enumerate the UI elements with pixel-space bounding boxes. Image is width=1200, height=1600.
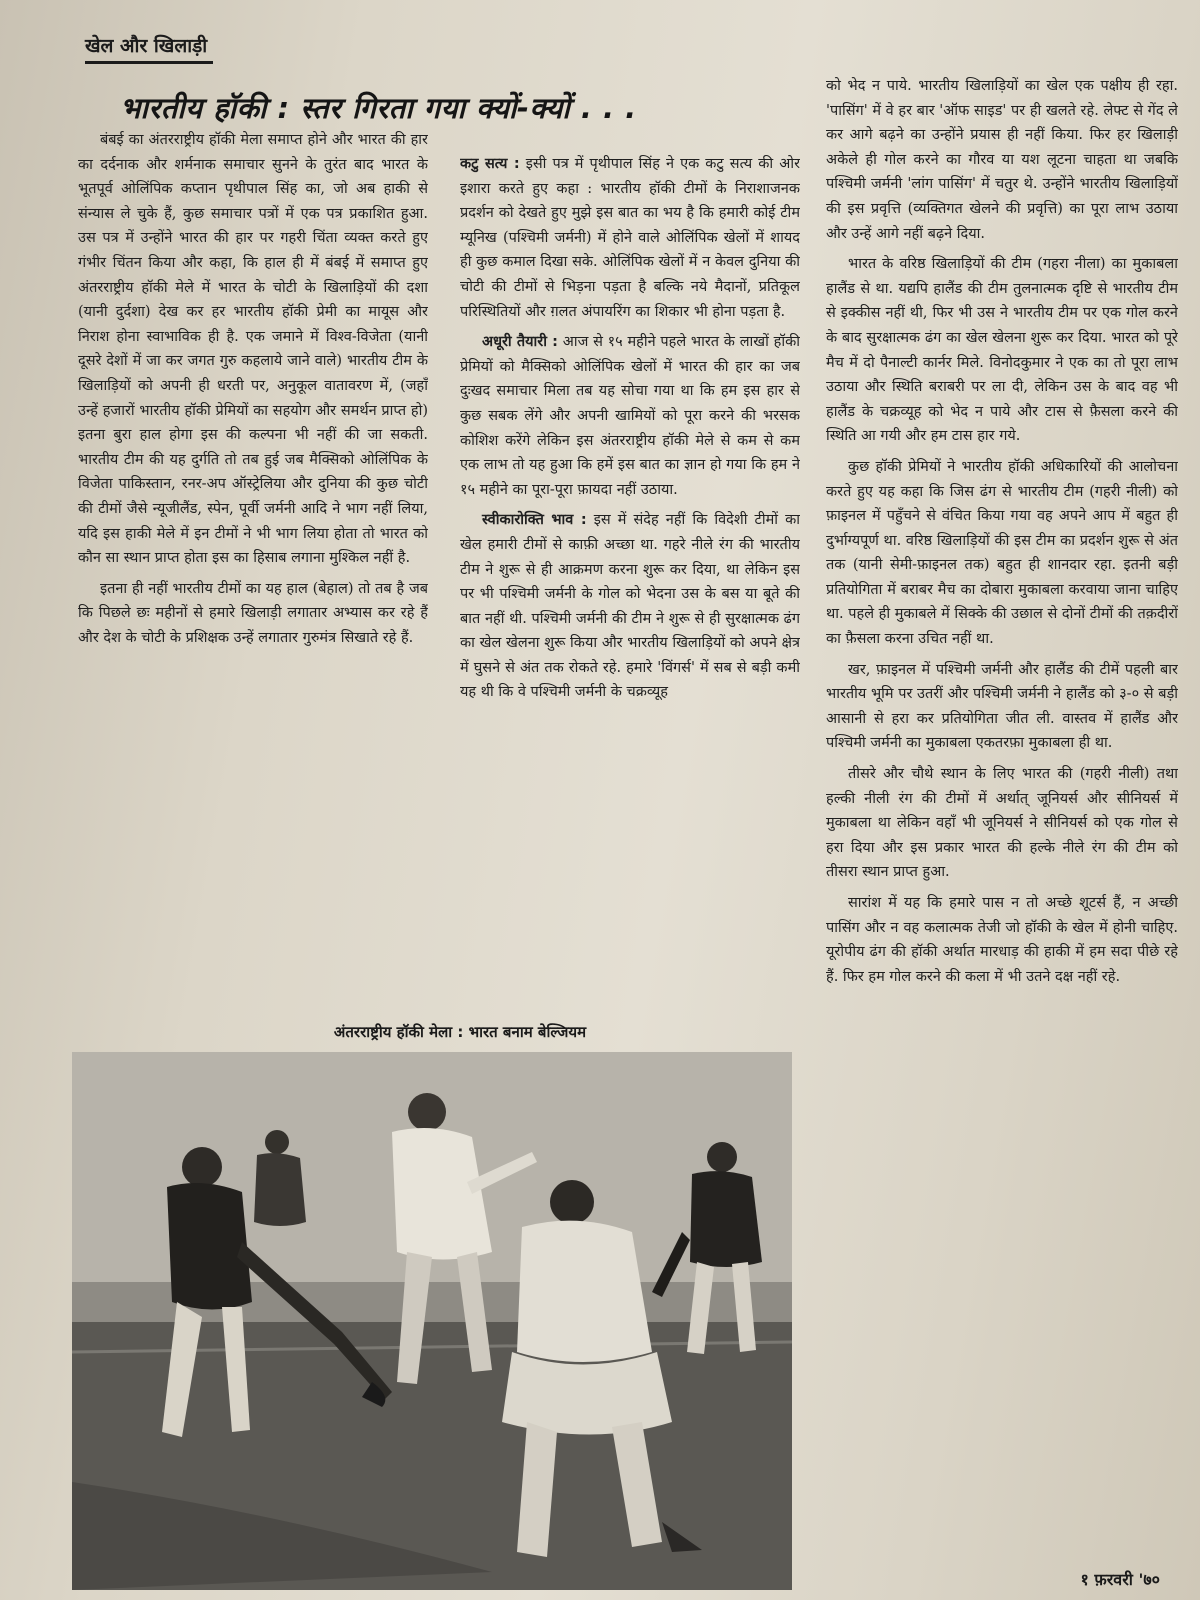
article-column-1: [78, 128, 428, 1018]
paragraph: कुछ हॉकी प्रेमियों ने भारतीय हॉकी अधिकारियों की आलोचना करते हुए यह कहा कि जिस ढंग से भारतीय टीम (गहरी नीली) को फ़ाइनल में पहुँचने से वंचित किया गया वह अपने आप में बहुत ही दुर्भाग्यपूर्ण था. वरिष्ठ खिलाड़ियों की इस टीम का प्रदर्शन शुरू से अंत तक (यानी सेमी-फ़ाइनल तक) बहुत ही शानदार रहा. इतनी बड़ी प्रतियोगिता में बराबर मैच का दोबारा मुकाबला करवाया जाना चाहिए था. पहले ही मुकाबले में सिक्के की उछाल से दोनों टीमों की तक़दीरों का फ़ैसला करना उचित नहीं था.: [826, 458, 1178, 648]
subsection-paragraph: [460, 152, 800, 324]
subsection-paragraph: [460, 330, 800, 502]
subheading: अधूरी तैयारी :: [482, 334, 558, 351]
paragraph: बंबई का अंतरराष्ट्रीय हॉकी मेला समाप्त होने और भारत की हार का दर्दनाक और शर्मनाक समाचार सुनने के तुरंत बाद भारत के भूतपूर्व ओलिंपिक कप्तान पृथीपाल सिंह का, जो अब हाकी से संन्यास ले चुके हैं, कुछ समाचार पत्रों में एक पत्र प्रकाशित हुआ. उस पत्र में उन्होंने भारत की हार पर गहरी चिंता व्यक्त करते हुए गंभीर चिंतन किया और कहा, कि हाल ही में बंबई में समाप्त हुए अंतरराष्ट्रीय हॉकी मेले में भारत के चोटी के खिलाड़ियों की दशा (यानी दुर्दशा) देख कर हर भारतीय हॉकी प्रेमी का मायूस और निराश होना स्वाभाविक ही है. एक जमाने में विश्व-विजेता (यानी दूसरे देशों में जा कर जगत गुरु कहलाये जाने वाले) भारतीय टीम के खिलाड़ियों को अपनी ही धरती पर, अनुकूल वातावरण में, (जहाँ उन्हें हजारों भारतीय हॉकी प्रेमियों का सहयोग और समर्थन प्राप्त हो) इतना बुरा हाल होगा इस की कल्पना भी नहीं की जा सकती. भारतीय टीम की यह दुर्गति तो तब हुई जब मैक्सिको ओलिंपिक के विजेता पाकिस्तान, रनर-अप ऑस्ट्रेलिया और दुनिया की कुछ चोटी की टीमों जैसे न्यूजीलैंड, स्पेन, पूर्वी जर्मनी आदि ने भाग नहीं लिया, यदि इस हाकी मेले में इन टीमों ने भी भाग लिया होता तो भारत को कौन सा स्थान प्राप्त होता इस का हिसाब लगाना मुश्किल नहीं है.: [78, 132, 428, 567]
paragraph: भारत के वरिष्ठ खिलाड़ियों की टीम (गहरा नीला) का मुकाबला हालैंड से था. यद्यपि हालैंड की टीम तुलनात्मक दृष्टि से भारतीय टीम से इक्कीस नहीं थी, फिर भी उस ने भारतीय टीम पर एक गोल करने के बाद सुरक्षात्मक ढंग का खेल खेलना शुरू कर दिया. भारत को पूरे मैच में दो पैनाल्टी कार्नर मिले. विनोदकुमार ने एक का तो पूरा लाभ उठाया और स्थिति बराबरी पर ला दी, लेकिन उस के बाद वह भी हालैंड के चक्रव्यूह को भेद न पाये और टास से फ़ैसला करने की स्थिति आ गयी और हम टास हार गये.: [826, 256, 1178, 445]
paragraph: खर, फ़ाइनल में पश्चिमी जर्मनी और हालैंड की टीमें पहली बार भारतीय भूमि पर उतरीं और पश्चिमी जर्मनी ने हालैंड को ३-० से बड़ी आसानी से हरा कर प्रतियोगिता जीत ली. वास्तव में हालैंड और पश्चिमी जर्मनी का मुकाबला एकतरफ़ा मुकाबला ही था.: [826, 661, 1178, 752]
photo-caption: अंतरराष्ट्रीय हॉकी मेला : भारत बनाम बेल्जियम: [333, 1023, 587, 1041]
article-column-2: [460, 152, 800, 1012]
subheading: स्वीकारोक्ति भाव :: [482, 512, 587, 529]
article-column-3: [826, 74, 1178, 1544]
paragraph-text: इसी पत्र में पृथीपाल सिंह ने एक कटु सत्य की ओर इशारा करते हुए कहा : भारतीय हॉकी टीमों के निराशाजनक प्रदर्शन को देखते हुए मुझे इस बात का भय है कि हमारी कोई टीम म्यूनिख (पश्चिमी जर्मनी) में होने वाले ओलिंपिक खेलों में शायद ही कुछ कमाल दिखा सके. ओलिंपिक खेलों में न केवल दुनिया की चोटी की टीमों से भिड़ना पड़ता है बल्कि नये मैदानों, प्रतिकूल परिस्थितियों और ग़लत अंपायरिंग का शिकार भी होना पड़ता है.: [460, 156, 800, 320]
paragraph-text: आज से १५ महीने पहले भारत के लाखों हॉकी प्रेमियों को मैक्सिको ओलिंपिक खेलों में भारत की हार का जब दुःखद समाचार मिला तब यह सोचा गया था कि हम इस हार से कुछ सबक लेंगे और अपनी खामियों को पूरा करने की भरसक कोशिश करेंगे लेकिन इस अंतरराष्ट्रीय हॉकी मेले से कम से कम एक लाभ तो यह हुआ कि हमें इस बात का ज्ञान हो गया कि हम ने १५ महीने का पूरा-पूरा फ़ायदा नहीं उठाया.: [460, 334, 800, 498]
paragraph: सारांश में यह कि हमारे पास न तो अच्छे शूटर्स हैं, न अच्छी पासिंग और न वह कलात्मक तेजी जो हॉकी के खेल में होनी चाहिए. यूरोपीय ढंग की हॉकी अर्थात मारधाड़ की हाकी में हम सदा पीछे रहे हैं. फिर हम गोल करने की कला में भी उतने दक्ष नहीं रहे.: [826, 895, 1178, 985]
hockey-match-photo: [72, 1052, 792, 1590]
subsection-paragraph: [460, 508, 800, 705]
headline: भारतीय हॉकी : स्तर गिरता गया क्यों-क्यों . . .: [120, 91, 637, 125]
photo-illustration: [72, 1052, 792, 1590]
subheading: कटु सत्य :: [460, 156, 520, 172]
paragraph: तीसरे और चौथे स्थान के लिए भारत की (गहरी नीली) तथा हल्की नीली रंग की टीमों में अर्थात् जूनियर्स और सीनियर्स में मुकाबला था लेकिन वहाँ भी जूनियर्स ने सीनियर्स को एक गोल से हरा दिया और इस प्रकार भारत की हल्के नीले रंग की टीम को तीसरा स्थान प्राप्त हुआ.: [826, 766, 1178, 881]
section-label: खेल और खिलाड़ी: [85, 32, 213, 64]
paragraph-text: इस में संदेह नहीं कि विदेशी टीमों का खेल हमारी टीमों से काफ़ी अच्छा था. गहरे नीले रंग की भारतीय टीम ने शुरू से ही आक्रमण करना शुरू कर दिया, था लेकिन इस पर भी पश्चिमी जर्मनी के गोल को भेदना उस के बस या बूते की बात नहीं थी. पश्चिमी जर्मनी की टीम ने शुरू से ही सुरक्षात्मक ढंग का खेल खेलना शुरू किया और भारतीय खिलाड़ियों को अपने क्षेत्र में घुसने से अंत तक रोकते रहे. हमारे 'विंगर्स' में सब से बड़ी कमी यह थी कि वे पश्चिमी जर्मनी के चक्रव्यूह: [460, 512, 800, 701]
page-footer-date: १ फ़रवरी '७०: [1080, 1570, 1160, 1589]
paragraph: को भेद न पाये. भारतीय खिलाड़ियों का खेल एक पक्षीय ही रहा. 'पासिंग' में वे हर बार 'ऑफ साइड' पर ही खलते रहे. लेफ्ट से गेंद ले कर आगे बढ़ने का उन्होंने प्रयास ही नहीं किया. फिर हर खिलाड़ी अकेले ही गोल करने का गौरव या यश लूटना चाहता था जबकि पश्चिमी जर्मनी 'लांग पासिंग' में चतुर थे. उन्होंने भारतीय खिलाड़ियों की इस प्रवृत्ति (व्यक्तिगत खेलने की प्रवृत्ति) का पूरा लाभ उठाया और उन्हें आगे नहीं बढ़ने दिया.: [826, 78, 1178, 242]
paragraph: इतना ही नहीं भारतीय टीमों का यह हाल (बेहाल) तो तब है जब कि पिछले छः महीनों से हमारे खिलाड़ी लगातार अभ्यास कर रहे हैं और देश के चोटी के प्रशिक्षक उन्हें लगातार गुरुमंत्र सिखाते रहे हैं.: [78, 580, 428, 646]
